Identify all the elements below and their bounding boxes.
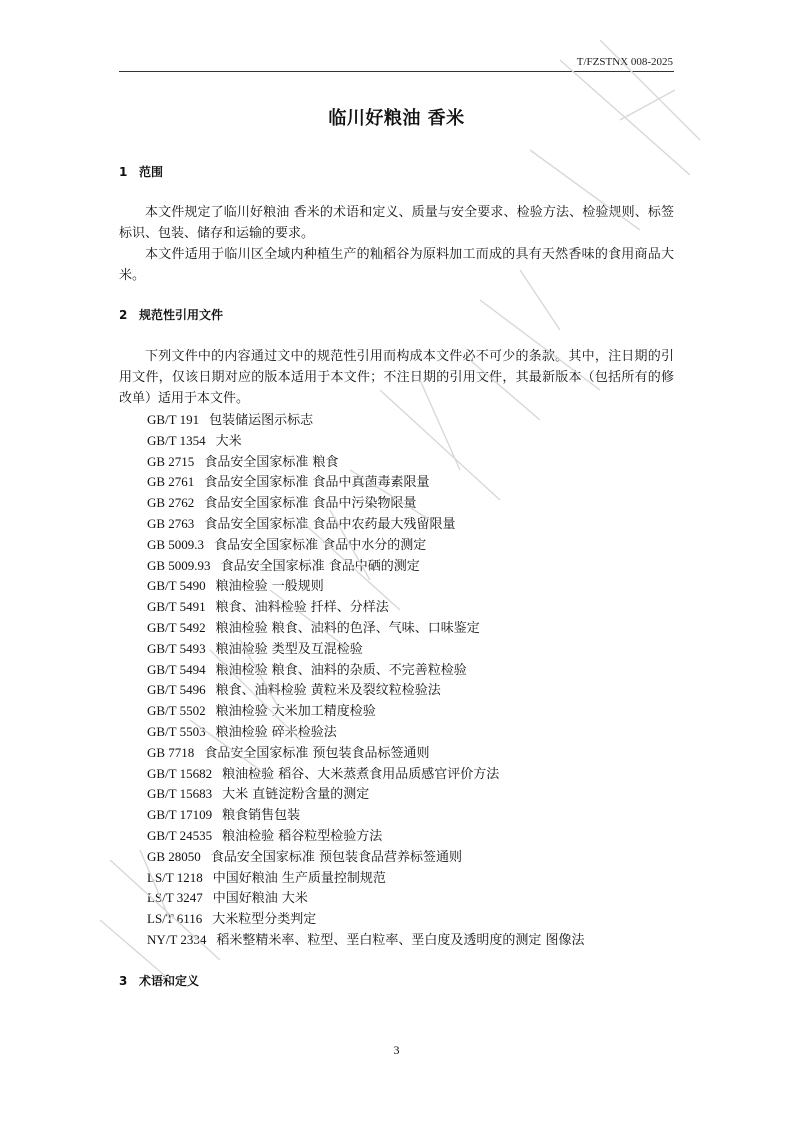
reference-item <box>147 784 585 805</box>
section-number: 1 <box>119 165 128 179</box>
reference-item <box>147 639 585 660</box>
reference-title: 粮油检验 稻谷、大米蒸煮食用品质感官评价方法 <box>222 766 500 782</box>
reference-title: 粮食销售包装 <box>222 808 301 824</box>
reference-title: 粮油检验 大米加工精度检验 <box>215 704 376 720</box>
reference-item <box>147 701 585 722</box>
reference-title: 粮油检验 类型及互混检验 <box>215 641 363 657</box>
reference-code: GB 2715 <box>147 453 195 469</box>
reference-title: 粮油检验 粮食、油料的色泽、气味、口味鉴定 <box>215 620 480 636</box>
reference-code: GB/T 15683 <box>147 786 213 802</box>
section-title: 术语和定义 <box>139 974 200 988</box>
section-heading-terms-definitions <box>119 972 199 989</box>
reference-item <box>147 909 585 930</box>
reference-item <box>147 556 585 577</box>
reference-item <box>147 660 585 681</box>
reference-code: GB/T 191 <box>147 412 200 427</box>
reference-code: GB 5009.3 <box>147 536 205 552</box>
reference-title: 大米 直链淀粉含量的测定 <box>222 787 370 803</box>
reference-item <box>147 410 585 431</box>
section-heading-normative-references <box>119 306 223 323</box>
reference-title: 粮油检验 粮食、油料的杂质、不完善粒检验 <box>215 662 467 678</box>
reference-item <box>147 930 585 951</box>
reference-title: 粮油检验 碎米检验法 <box>215 724 337 740</box>
reference-code: GB 2763 <box>147 515 195 531</box>
reference-item <box>147 680 585 701</box>
reference-code: GB/T 5503 <box>147 723 206 739</box>
reference-title: 粮油检验 一般规则 <box>215 579 324 595</box>
reference-code: NY/T 2334 <box>147 931 207 947</box>
reference-code: LS/T 1218 <box>147 869 203 885</box>
reference-item <box>147 847 585 868</box>
reference-title: 粮油检验 稻谷粒型检验方法 <box>222 828 383 844</box>
reference-item <box>147 805 585 826</box>
reference-title: 大米粒型分类判定 <box>212 912 317 928</box>
document-code: T/FZSTNX 008-2025 <box>576 56 673 68</box>
reference-code: GB/T 5490 <box>147 578 206 594</box>
reference-item <box>147 764 585 785</box>
document-title: 临川好粮油 香米 <box>328 108 465 129</box>
reference-title: 包装储运图示标志 <box>209 413 314 428</box>
reference-code: LS/T 3247 <box>147 890 203 906</box>
reference-item <box>147 493 585 514</box>
reference-title: 粮食、油料检验 扦样、分样法 <box>215 600 389 616</box>
reference-title: 食品安全国家标准 预包装食品营养标签通则 <box>210 849 462 865</box>
reference-item <box>147 597 585 618</box>
scope-paragraph-2: 本文件适用于临川区全域内种植生产的籼稻谷为原料加工而成的具有天然香味的食用商品大米。 <box>119 247 674 283</box>
reference-code: GB/T 5491 <box>147 599 206 615</box>
normative-intro-paragraph: 下列文件中的内容通过文中的规范性引用而构成本文件必不可少的条款。其中，注日期的引用文件，仅该日期对应的版本适用于本文件；不注日期的引用文件，其最新版本（包括所有的修改单）适用于本文件。 <box>119 349 674 406</box>
reference-code: GB 2761 <box>147 474 195 490</box>
reference-title: 食品安全国家标准 预包装食品标签通则 <box>204 745 430 761</box>
reference-code: GB/T 17109 <box>147 807 213 823</box>
reference-title: 大米 <box>215 433 242 449</box>
reference-code: GB/T 5502 <box>147 703 206 719</box>
reference-code: GB 2762 <box>147 495 195 511</box>
page-number: 3 <box>393 1043 400 1057</box>
reference-item <box>147 868 585 889</box>
reference-title: 中国好粮油 生产质量控制规范 <box>212 870 386 886</box>
reference-title: 食品安全国家标准 食品中农药最大残留限量 <box>204 516 456 532</box>
reference-title: 食品安全国家标准 食品中水分的测定 <box>214 537 427 553</box>
reference-code: GB/T 5496 <box>147 682 206 698</box>
reference-item <box>147 472 585 493</box>
reference-code: GB 5009.93 <box>147 557 211 573</box>
reference-item <box>147 576 585 597</box>
reference-item <box>147 722 585 743</box>
section-number: 3 <box>119 974 128 988</box>
reference-list <box>147 410 585 951</box>
reference-item <box>147 618 585 639</box>
reference-code: GB/T 24535 <box>147 827 213 843</box>
reference-title: 稻米整精米率、粒型、垩白粒率、垩白度及透明度的测定 图像法 <box>216 932 585 948</box>
reference-item <box>147 743 585 764</box>
scope-paragraph-1: 本文件规定了临川好粮油 香米的术语和定义、质量与安全要求、检验方法、检验规则、标签标识、包装、储存和运输的要求。 <box>119 205 674 241</box>
reference-title: 食品安全国家标准 粮食 <box>204 454 339 470</box>
reference-code: LS/T 6116 <box>147 911 203 927</box>
section-title: 范围 <box>139 165 164 179</box>
reference-title: 食品安全国家标准 食品中硒的测定 <box>220 558 420 574</box>
reference-code: GB/T 1354 <box>147 432 206 448</box>
reference-title: 粮食、油料检验 黄粒米及裂纹粒检验法 <box>215 683 441 699</box>
header-rule <box>119 71 674 72</box>
section-number: 2 <box>119 308 128 322</box>
reference-item <box>147 514 585 535</box>
reference-title: 食品安全国家标准 食品中真菌毒素限量 <box>204 475 430 491</box>
reference-code: GB 7718 <box>147 744 195 760</box>
reference-item <box>147 888 585 909</box>
reference-code: GB/T 5494 <box>147 661 206 677</box>
reference-title: 中国好粮油 大米 <box>212 891 308 907</box>
reference-item <box>147 431 585 452</box>
reference-code: GB 28050 <box>147 848 201 864</box>
reference-code: GB/T 5492 <box>147 619 206 635</box>
reference-item <box>147 826 585 847</box>
section-heading-scope <box>119 163 163 180</box>
reference-title: 食品安全国家标准 食品中污染物限量 <box>204 496 417 512</box>
reference-code: GB/T 5493 <box>147 640 206 656</box>
reference-item <box>147 452 585 473</box>
reference-code: GB/T 15682 <box>147 765 213 781</box>
reference-item <box>147 535 585 556</box>
section-title: 规范性引用文件 <box>139 308 224 322</box>
